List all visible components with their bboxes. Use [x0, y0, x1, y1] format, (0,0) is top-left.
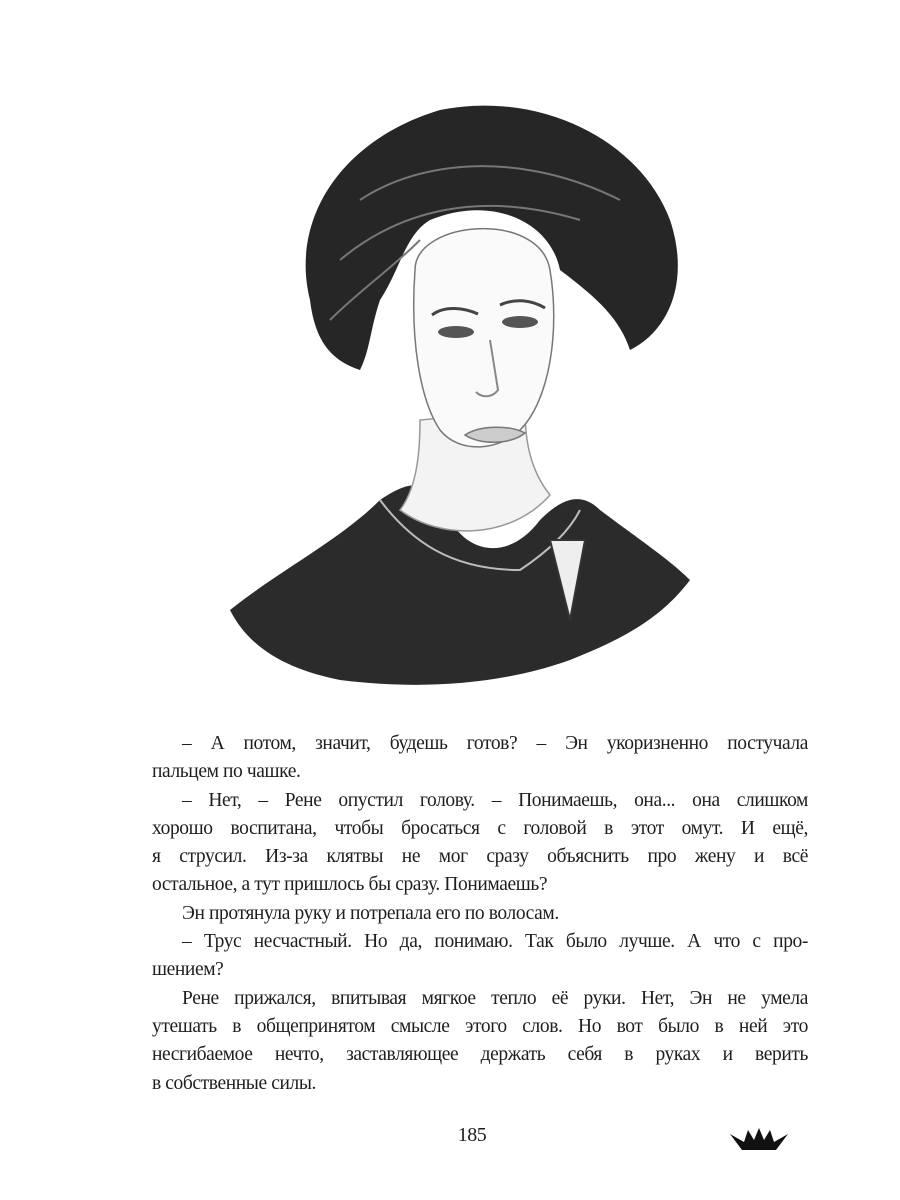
- face: [414, 229, 554, 447]
- text-line: я струсил. Из-за клятвы не мог сразу объяснить про жену и всё: [152, 846, 808, 868]
- text-line: – Трус несчастный. Но да, понимаю. Так было лучше. А что с про-: [182, 931, 808, 953]
- text-line: Рене прижался, впитывая мягкое тепло её руки. Нет, Эн не умела: [182, 987, 808, 1009]
- text-line: – А потом, значит, будешь готов? – Эн укоризненно постучала: [182, 733, 808, 754]
- text-line: пальцем по чашке.: [152, 761, 301, 783]
- page-number: 185: [457, 1124, 487, 1146]
- text-line: шением?: [152, 959, 224, 981]
- text-line: утешать в общепринятом смысле этого слов. Но вот было в ней это: [152, 1015, 808, 1037]
- portrait-illustration: [220, 100, 700, 700]
- body-text: [152, 730, 808, 1098]
- text-line: несгибаемое нечто, заставляющее держать себя в руках и верить: [152, 1044, 808, 1066]
- text-line: в собственные силы.: [152, 1072, 317, 1094]
- text-line: остальное, а тут пришлось бы сразу. Понимаешь?: [152, 874, 548, 896]
- text-line: хорошо воспитана, чтобы бросаться с головой в этот омут. И ещё,: [152, 817, 808, 839]
- text-line: Эн протянула руку и потрепала его по волосам.: [182, 902, 559, 924]
- crown-icon: [728, 1126, 790, 1152]
- text-line: – Нет, – Рене опустил голову. – Понимаешь, она... она слишком: [182, 789, 808, 811]
